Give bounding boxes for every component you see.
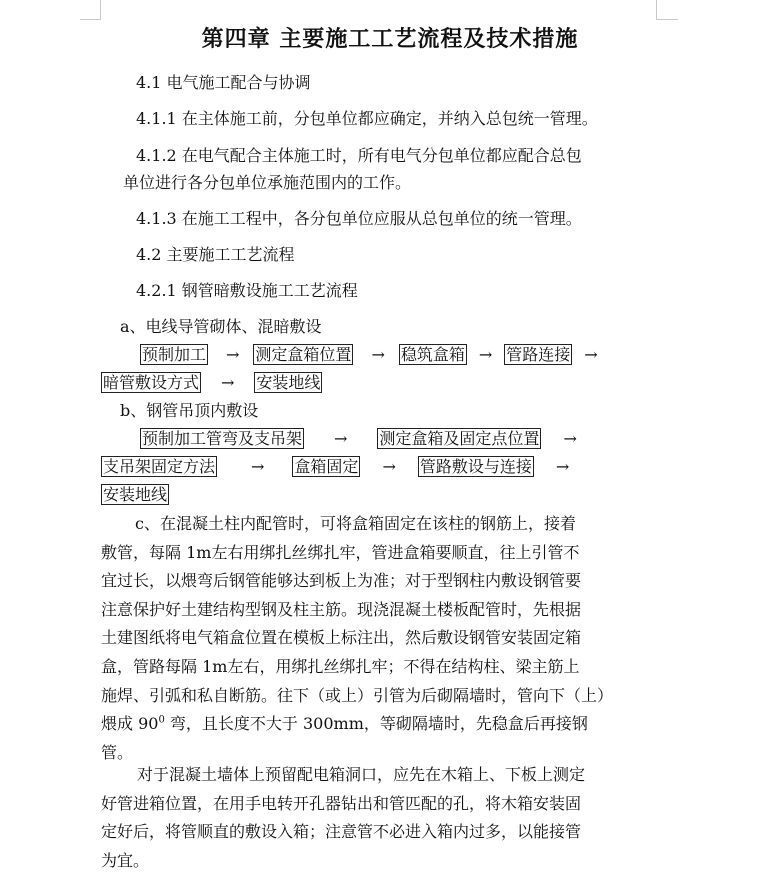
paragraph-line: 为宜。 [101, 850, 150, 870]
arrow-icon: → [221, 373, 235, 392]
paragraph-line: 土建图纸将电气箱盒位置在模板上标注出，然后敷设钢管安装固定箱 [101, 628, 582, 648]
chapter-title: 第四章 主要施工工艺流程及技术措施 [201, 27, 579, 52]
paragraph-line: c、在混凝土柱内配管时，可将盒箱固定在该柱的钢筋上，接着 [135, 514, 576, 533]
flow-b-row3 [101, 485, 169, 505]
corner-mark [656, 19, 678, 20]
flow-box: 稳筑盒箱 [400, 345, 465, 364]
corner-mark [100, 0, 101, 20]
arrow-icon: → [555, 457, 570, 476]
arrow-icon: → [584, 345, 598, 364]
flow-a-row2 [101, 373, 322, 393]
degree-text: 煨成 90 [101, 714, 159, 734]
arrow-icon: → [563, 429, 577, 448]
section-4-2: 4.2 主要施工工艺流程 [136, 245, 295, 264]
paragraph-line: 管。 [101, 742, 134, 762]
paragraph-text: 弯，且长度不大于 300mm，等砌隔墙时，先稳盒后再接钢 [164, 714, 588, 734]
section-4-1-3: 4.1.3 在施工工程中，各分包单位应服从总包单位的统一管理。 [136, 209, 582, 228]
paragraph-line: 对于混凝土墙体上预留配电箱洞口，应先在木箱上、下板上测定 [137, 765, 586, 784]
flow-box: 测定盒箱位置 [255, 345, 352, 364]
flow-box: 支吊架固定方法 [103, 457, 216, 476]
section-4-1-1: 4.1.1 在主体施工前，分包单位都应确定，并纳入总包统一管理。 [136, 109, 598, 128]
corner-mark [80, 19, 101, 20]
paragraph-line: 注意保护好土建结构型钢及柱主筋。现浇混凝土楼板配管时，先根据 [101, 599, 582, 619]
flow-box: 安装地线 [103, 485, 168, 504]
section-4-2-1: 4.2.1 钢管暗敷设施工工艺流程 [136, 281, 358, 300]
flow-box: 安装地线 [256, 373, 321, 392]
flow-box: 盒箱固定 [294, 457, 359, 476]
paragraph-line: 盒，管路每隔 1m左右，用绑扎丝绑扎牢；不得在结构柱、梁主筋上 [101, 656, 580, 676]
arrow-icon: → [478, 345, 493, 364]
flow-b-row1 [140, 429, 577, 449]
flow-box: 预制加工 [142, 345, 207, 364]
paragraph-line: 好管进箱位置，在用手电转开孔器钻出和管匹配的孔，将木箱安装固 [101, 793, 582, 813]
paragraph-c [101, 510, 613, 767]
arrow-icon: → [334, 429, 348, 448]
paragraph-line: 敷管，每隔 1m左右用绑扎丝绑扎牢，管进盒箱要顺直，往上引管不 [101, 542, 580, 562]
flow-b-row2 [101, 457, 569, 477]
paragraph-d [101, 761, 585, 875]
arrow-icon: → [251, 457, 265, 476]
section-4-1-2-line2: 单位进行各分包单位承施范围内的工作。 [123, 173, 412, 192]
flow-a-title: a、电线导管砌体、混暗敷设 [120, 317, 322, 336]
arrow-icon: → [371, 345, 385, 364]
flow-box: 测定盒箱及固定点位置 [379, 429, 540, 448]
flow-box: 管路连接 [506, 345, 571, 364]
section-4-1-2-line1: 4.1.2 在电气配合主体施工时，所有电气分包单位都应配合总包 [136, 146, 582, 165]
paragraph-line: 定好后，将管顺直的敷设入箱；注意管不必进入箱内过多，以能接管 [101, 822, 582, 842]
flow-b-title: b、钢管吊顶内敷设 [120, 401, 259, 420]
flow-box: 预制加工管弯及支吊架 [142, 429, 303, 448]
paragraph-line: 施焊、引弧和私自断筋。往下（或上）引管为后砌隔墙时，管向下（上） [101, 685, 614, 705]
section-4-1: 4.1 电气施工配合与协调 [136, 73, 311, 92]
flow-a-row1 [140, 345, 598, 365]
degree-superscript: 0 [158, 714, 165, 726]
flow-box: 暗管敷设方式 [103, 373, 200, 392]
flow-box: 管路敷设与连接 [419, 457, 532, 476]
corner-mark [656, 0, 657, 20]
arrow-icon: → [382, 457, 396, 476]
paragraph-line: 宜过长，以煨弯后钢管能够达到板上为准；对于型钢柱内敷设钢管要 [101, 571, 582, 591]
arrow-icon: → [226, 345, 240, 364]
paragraph-line [101, 710, 613, 739]
